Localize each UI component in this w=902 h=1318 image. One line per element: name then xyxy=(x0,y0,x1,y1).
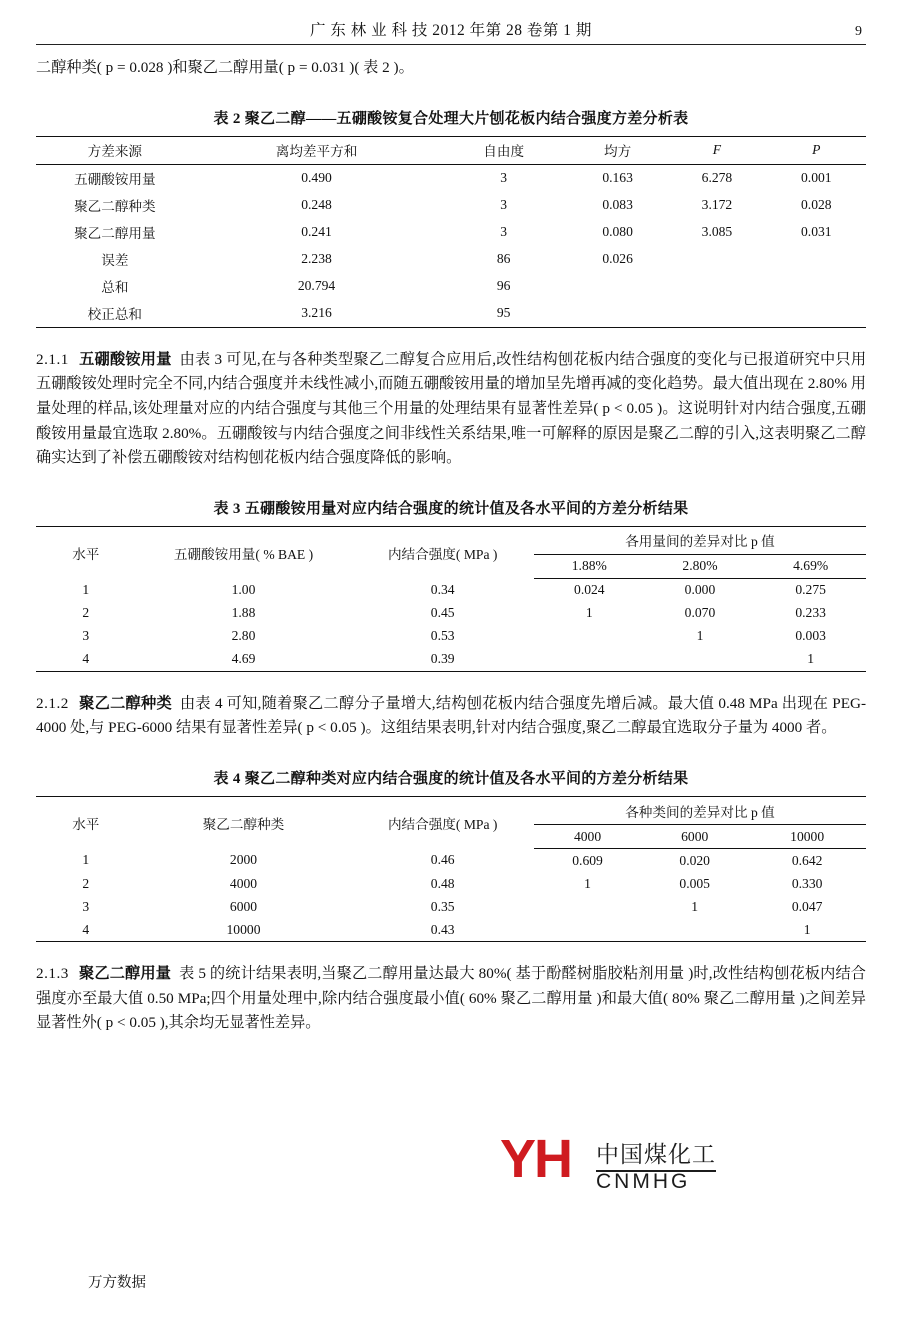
cell: 0.005 xyxy=(679,875,710,891)
table-row xyxy=(36,849,866,873)
table4 xyxy=(36,796,866,942)
table-row xyxy=(36,918,866,942)
table2-col-5: P xyxy=(767,136,866,164)
cell: 0.46 xyxy=(430,852,455,868)
watermark-cn-text: 中国煤化工 xyxy=(596,1136,716,1172)
page-header xyxy=(36,0,866,44)
cell: 1 xyxy=(585,605,593,621)
cell: 五硼酸铵用量 xyxy=(74,172,156,188)
watermark xyxy=(500,1130,800,1210)
cell: 1 xyxy=(755,648,866,672)
cell: 0.001 xyxy=(801,170,832,186)
cell: 0.39 xyxy=(351,648,534,672)
intro-paragraph: 二醇种类( p = 0.028 )和聚乙二醇用量( p = 0.031 )( 表 2 )。 xyxy=(36,59,414,76)
cell xyxy=(534,648,645,672)
cell: 0.642 xyxy=(791,852,823,868)
table4-sub-2: 10000 xyxy=(748,825,866,849)
cell: 20.794 xyxy=(297,278,336,294)
cell xyxy=(667,246,766,273)
cell: 0.241 xyxy=(301,224,332,240)
table2-col-2: 自由度 xyxy=(439,136,568,164)
cell xyxy=(667,300,766,328)
cell: 0.003 xyxy=(795,628,826,644)
cell: 校正总和 xyxy=(36,300,194,328)
cell: 0.43 xyxy=(351,918,534,942)
cell: 0.000 xyxy=(684,582,716,598)
cell: 0.028 xyxy=(801,197,832,213)
table-row xyxy=(36,648,866,672)
section-2-1-3-number: 2.1.3 xyxy=(36,965,69,982)
cell: 0.083 xyxy=(602,197,633,213)
table2-col-4: F xyxy=(667,136,766,164)
cell: 1 xyxy=(748,918,866,942)
cell: 0.163 xyxy=(602,170,633,186)
table3-sub-1: 2.80% xyxy=(645,554,756,578)
cell: 0.233 xyxy=(795,605,826,621)
cell: 2 xyxy=(82,875,90,891)
section-2-1-1-body: 由表 3 可见,在与各种类型聚乙二醇复合应用后,改性结构刨花板内结合强度的变化与已报道研究中只用五硼酸铵处理时完全不同,内结合强度并未线性减小,而随五硼酸铵用量的增加呈先增再减的变化趋势。最大值出现在 2.80% 用量处理的样品,该处理量对应的内结合强度与其他三个用量的处理结果有显著性差异( p < 0.05 )。这说明针对内结合强度,五硼酸铵用量最宜选取 2.80%。五硼酸铵与内结合强度之间非线性关系结果,唯一可解释的原因是聚乙二醇的引入,这表明聚乙二醇确实达到了补偿五硼酸铵对结构刨花板内结合强度降低的影响。 xyxy=(36,350,867,467)
cell: 3 xyxy=(82,898,90,914)
watermark-logo: YH xyxy=(500,1129,572,1189)
cell: 2.238 xyxy=(301,251,332,267)
cell: 0.275 xyxy=(795,582,826,598)
cell: 3 xyxy=(500,197,508,213)
section-2-1-2-title: 聚乙二醇种类 xyxy=(78,694,172,712)
cell xyxy=(767,273,866,300)
table4-sub-1: 6000 xyxy=(641,825,748,849)
cell: 2.80 xyxy=(231,628,256,644)
section-2-1-1 xyxy=(36,348,866,471)
table3-col-1: 五硼酸铵用量( % BAE ) xyxy=(136,526,352,578)
cell: 6000 xyxy=(229,898,258,914)
cell: 1 xyxy=(82,582,90,597)
table4-group-header: 各种类间的差异对比 p 值 xyxy=(534,797,866,825)
cell: 4 xyxy=(36,918,136,942)
table-row xyxy=(36,872,866,895)
cell: 10000 xyxy=(136,918,352,942)
table-row xyxy=(36,625,866,648)
cell xyxy=(667,273,766,300)
cell: 2000 xyxy=(229,852,258,868)
page-number: 9 xyxy=(855,24,862,39)
cell xyxy=(645,648,756,672)
cell xyxy=(568,300,667,328)
table-row xyxy=(36,273,866,300)
cell: 3 xyxy=(500,224,508,240)
table2-col-3: 均方 xyxy=(568,136,667,164)
cell: 1.00 xyxy=(231,582,256,597)
cell: 3.085 xyxy=(701,224,733,240)
table4-header-row xyxy=(36,797,866,825)
table2-caption: 表 2 聚乙二醇——五硼酸铵复合处理大片刨花板内结合强度方差分析表 xyxy=(213,110,689,127)
cell: 1.88 xyxy=(231,605,256,621)
cell: 0.490 xyxy=(301,170,332,186)
table-row xyxy=(36,578,866,602)
table4-col-1: 聚乙二醇种类 xyxy=(136,797,352,849)
cell: 0.031 xyxy=(801,224,832,240)
table2-col-0: 方差来源 xyxy=(36,136,194,164)
cell: 3.216 xyxy=(194,300,440,328)
footer-source: 万方数据 xyxy=(88,1275,146,1291)
section-2-1-3-body: 表 5 的统计结果表明,当聚乙二醇用量达最大 80%( 基于酚醛树脂胶粘剂用量 )时,改性结构刨花板内结合强度亦至最大值 0.50 MPa;四个用量处理中,除内结合强度最小值( 60% 聚乙二醇用量 )和最大值( 80% 聚乙二醇用量 )之间差异显著性外( p < 0.05 ),其余均无显著性差异。 xyxy=(36,965,866,1032)
table4-sub-0: 4000 xyxy=(534,825,641,849)
cell: 3 xyxy=(82,628,90,644)
table-row xyxy=(36,192,866,219)
table4-caption: 表 4 聚乙二醇种类对应内结合强度的统计值及各水平间的方差分析结果 xyxy=(213,771,689,787)
cell: 0.080 xyxy=(602,224,633,240)
cell xyxy=(568,273,667,300)
table-row xyxy=(36,300,866,328)
section-2-1-1-title: 五硼酸铵用量 xyxy=(78,350,172,368)
section-2-1-3-title: 聚乙二醇用量 xyxy=(78,965,172,982)
table-row xyxy=(36,895,866,918)
cell: 误差 xyxy=(101,253,129,269)
cell: 聚乙二醇种类 xyxy=(74,199,156,215)
cell: 0.609 xyxy=(572,852,603,868)
cell: 4 xyxy=(36,648,136,672)
table3-group-header: 各用量间的差异对比 p 值 xyxy=(534,526,866,554)
cell: 0.34 xyxy=(430,582,455,597)
cell: 2 xyxy=(82,605,90,621)
cell xyxy=(534,895,641,918)
table-row xyxy=(36,164,866,192)
section-2-1-2-number: 2.1.2 xyxy=(36,694,69,712)
cell: 1 xyxy=(691,898,699,914)
cell: 0.026 xyxy=(602,251,633,267)
cell: 0.047 xyxy=(791,898,823,914)
section-2-1-2-body: 由表 4 可知,随着聚乙二醇分子量增大,结构刨花板内结合强度先增后减。最大值 0.48 MPa 出现在 PEG-4000 处,与 PEG-6000 结果有显著性差异( p < 0.05 )。这组结果表明,针对内结合强度,聚乙二醇最宜选取分子量为 4000 者。 xyxy=(36,694,867,737)
cell: 0.48 xyxy=(430,875,455,891)
cell: 1 xyxy=(584,875,591,891)
cell: 0.45 xyxy=(430,605,455,621)
cell: 0.53 xyxy=(430,628,455,644)
table3-caption: 表 3 五硼酸铵用量对应内结合强度的统计值及各水平间的方差分析结果 xyxy=(213,500,689,517)
cell: 0.35 xyxy=(430,898,455,914)
table2 xyxy=(36,136,866,328)
cell: 95 xyxy=(439,300,568,328)
cell: 3.172 xyxy=(701,197,733,213)
cell: 0.020 xyxy=(679,852,710,868)
table3-col-2: 内结合强度( MPa ) xyxy=(351,526,534,578)
cell: 0.070 xyxy=(684,605,716,621)
cell xyxy=(767,246,866,273)
journal-header-title: 广 东 林 业 科 技 2012 年第 28 卷第 1 期 xyxy=(310,22,592,39)
cell: 4000 xyxy=(229,875,258,891)
cell: 86 xyxy=(496,251,511,267)
table3-col-0: 水平 xyxy=(36,526,136,578)
table3 xyxy=(36,526,866,672)
table4-col-0: 水平 xyxy=(36,797,136,849)
cell xyxy=(641,918,748,942)
cell: 4.69 xyxy=(136,648,352,672)
cell: 1 xyxy=(82,852,90,868)
cell: 0.248 xyxy=(301,197,332,213)
cell: 3 xyxy=(500,170,508,186)
table2-header-row xyxy=(36,136,866,164)
table-row xyxy=(36,246,866,273)
table4-col-2: 内结合强度( MPa ) xyxy=(351,797,534,849)
table3-sub-0: 1.88% xyxy=(534,554,645,578)
cell: 96 xyxy=(496,278,511,294)
section-2-1-2 xyxy=(36,692,866,741)
section-2-1-1-number: 2.1.1 xyxy=(36,350,69,368)
table2-col-1: 离均差平方和 xyxy=(194,136,440,164)
header-divider xyxy=(36,44,866,45)
table-row xyxy=(36,602,866,625)
table3-sub-2: 4.69% xyxy=(755,554,866,578)
cell: 聚乙二醇用量 xyxy=(74,226,156,242)
cell xyxy=(767,300,866,328)
table-row xyxy=(36,219,866,246)
watermark-en-text: CNMHG xyxy=(596,1170,691,1193)
section-2-1-3 xyxy=(36,962,866,1036)
cell xyxy=(534,625,645,648)
cell: 1 xyxy=(696,628,704,644)
cell: 6.278 xyxy=(701,170,733,186)
cell xyxy=(534,918,641,942)
cell: 0.024 xyxy=(574,582,605,598)
table3-header-row xyxy=(36,526,866,554)
cell: 总和 xyxy=(101,280,129,296)
cell: 0.330 xyxy=(791,875,823,891)
